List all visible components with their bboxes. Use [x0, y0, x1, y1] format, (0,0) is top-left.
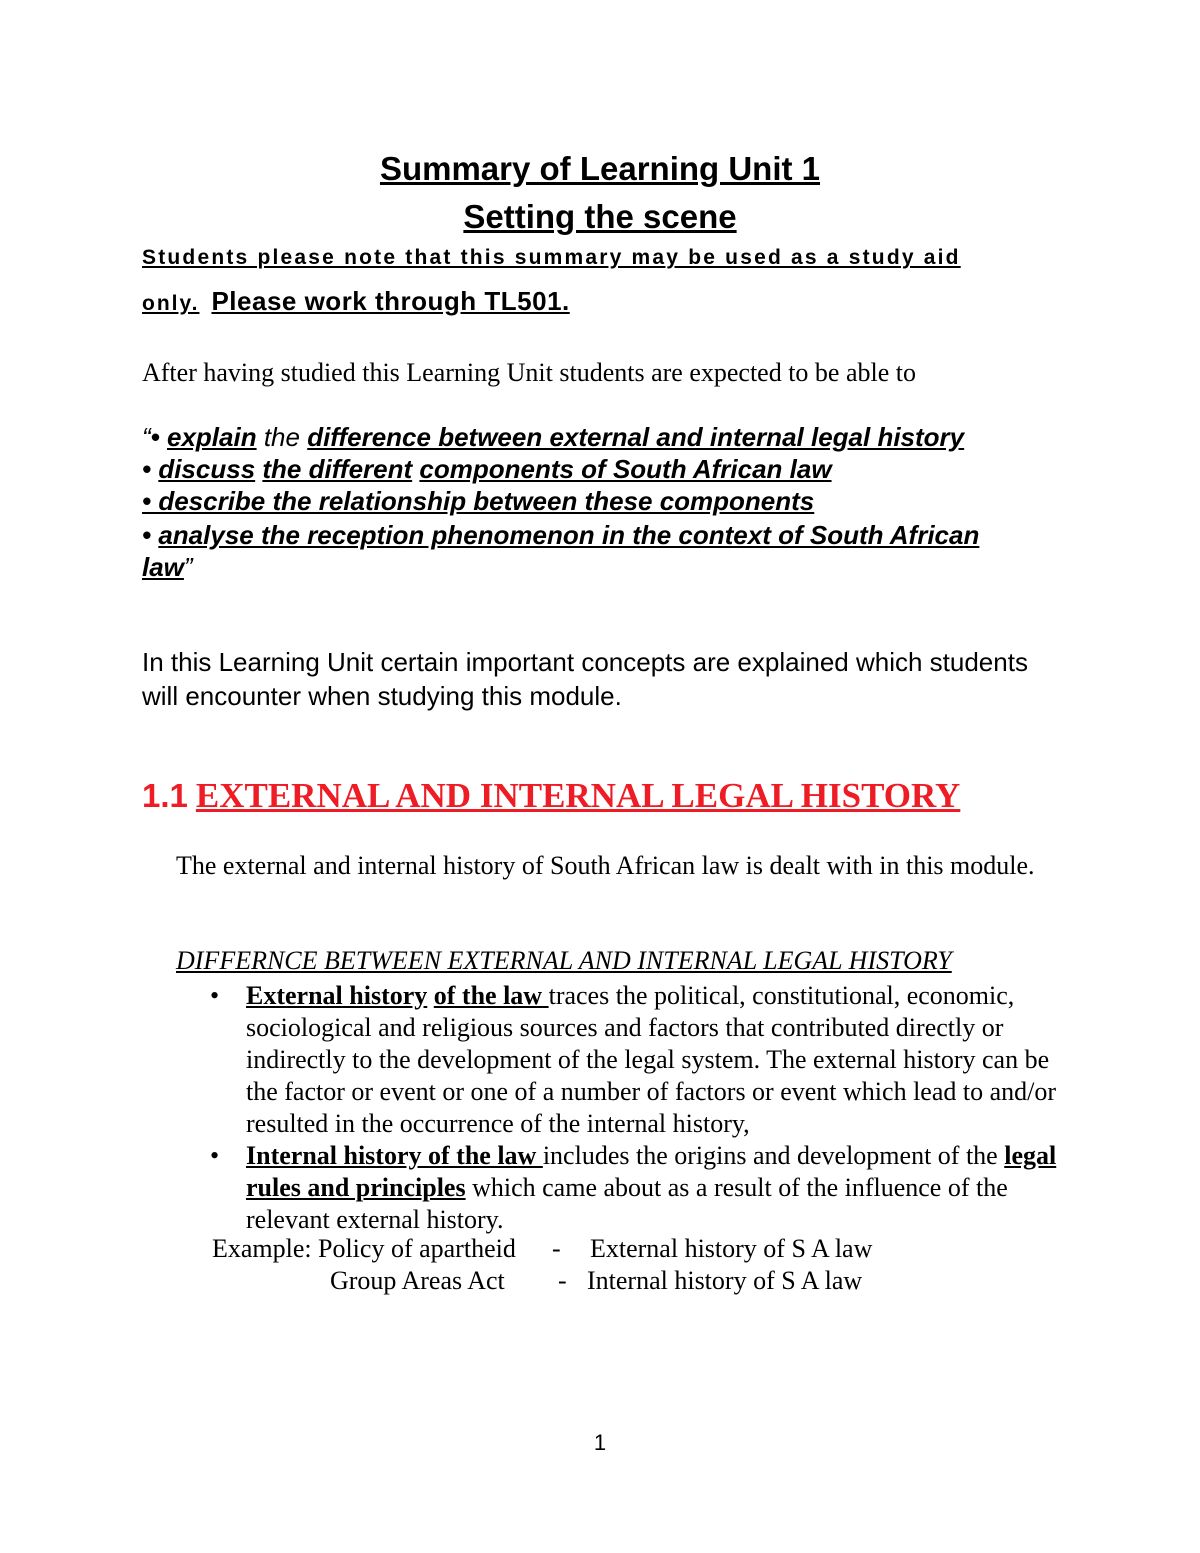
term-of-the-law: of the law [433, 981, 549, 1010]
page-number: 1 [593, 1430, 607, 1455]
example-row2-dash: - [558, 1266, 567, 1295]
bullet-glyph: • [142, 520, 159, 550]
example-row2-right: Internal history of S A law [587, 1266, 863, 1295]
document-subtitle: Setting the scene [463, 198, 737, 235]
study-aid-note: Students please note that this summary may be used as a study aid [142, 246, 961, 269]
term-internal-history: Internal history of the law [246, 1141, 543, 1170]
term-external-history: External history [246, 981, 428, 1010]
objective-text: analyse the reception phenomenon in the context of South African [158, 520, 980, 550]
example-row1-right: External history of S A law [590, 1234, 873, 1263]
objective-text: components of South African law [419, 454, 832, 484]
bullet-icon: • [210, 981, 220, 1010]
objective-verb: discuss [158, 454, 256, 484]
example-row1-dash: - [552, 1234, 561, 1263]
list-item [210, 1140, 1070, 1236]
open-quote: “ [142, 422, 151, 452]
intro-text: After having studied this Learning Unit students are expected to be able to [142, 358, 916, 387]
document-title: Summary of Learning Unit 1 [379, 150, 821, 187]
objective-text: law [142, 552, 184, 582]
example-row1-left: Policy of apartheid [318, 1234, 516, 1263]
bullet-icon: • [210, 1141, 220, 1170]
objective-verb: explain [167, 422, 257, 452]
objective-4 [142, 518, 979, 552]
objective-2 [142, 452, 832, 486]
section-number: 1.1 [142, 777, 188, 814]
bullet-glyph: • [142, 454, 159, 484]
list-item [210, 980, 1070, 1140]
bullet-glyph: • [150, 422, 167, 452]
section-title: EXTERNAL AND INTERNAL LEGAL HISTORY [195, 776, 961, 815]
objective-1 [142, 420, 964, 454]
note-only: only. [142, 292, 200, 315]
term-legal-rules: legal rules and principles [246, 1141, 1057, 1202]
concepts-paragraph: In this Learning Unit certain important concepts are explained which students will encounter when studying this module. [142, 647, 1028, 711]
study-aid-note-continued [142, 286, 570, 317]
internal-history-definition-end: which came about as a result of the influence of the relevant external history. [246, 1173, 1008, 1234]
example-label: Example: [212, 1234, 312, 1263]
section-intro: The external and internal history of South African law is dealt with in this module. [176, 851, 1035, 880]
example-row2-left: Group Areas Act [330, 1266, 505, 1295]
internal-history-definition: includes the origins and development of the [542, 1141, 1005, 1170]
objective-text: the different [262, 454, 413, 484]
objective-3: • describe the relationship between these components [142, 486, 815, 516]
objective-text: difference between external and internal legal history [307, 422, 965, 452]
objective-word: the [256, 422, 308, 452]
note-please-work: Please work through TL501. [211, 286, 570, 316]
close-quote: ” [183, 552, 193, 582]
objective-4-continued [142, 550, 193, 584]
history-bullets [210, 980, 1070, 1236]
external-history-definition: traces the political, constitutional, economic, sociological and religious sources and factors that contributed directly or indirectly to the development of the legal system. The external history can be the factor or event or one of a number of factors or event which lead to and/or resulted in the occurrence of the internal history, [246, 981, 1057, 1138]
section-heading [142, 776, 960, 816]
difference-heading: DIFFERNCE BETWEEN EXTERNAL AND INTERNAL LEGAL HISTORY [176, 946, 952, 975]
